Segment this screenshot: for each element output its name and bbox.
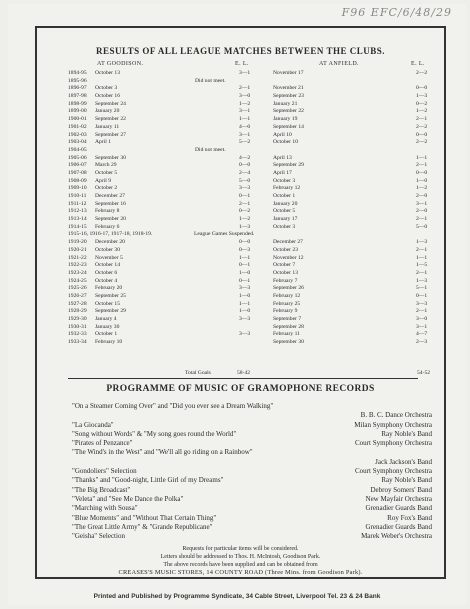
season: 1921-22 [68,254,87,261]
season: 1894-95 [68,70,87,76]
anfield-score: 2—1 [416,116,428,123]
archive-reference: F96 EFC/6/48/29 [341,6,452,19]
anfield-score: 3—3 [416,300,428,307]
goodison-date: February 6 [95,223,120,230]
result-row [68,285,448,293]
record-performer: Ray Noble's Band [381,476,432,485]
season: 1905-06 [68,154,87,161]
season: 1906-07 [68,162,87,169]
result-row [68,301,448,309]
goodison-date: September 24 [95,100,126,107]
result-row [68,124,448,132]
record-title: "Marching with Sousa" [72,504,138,513]
anfield-score: 2—2 [416,139,428,146]
result-row [68,108,448,116]
season: 1914-15 [68,223,87,230]
goodison-date: April 9 [95,177,112,184]
content-frame [35,26,446,579]
note-supplied: The above records have been supplied and can be obtained from [163,561,318,568]
record-title: "Gondoliers" Selection [72,467,137,476]
anfield-date: September 23 [273,93,304,100]
season: 1907-08 [68,169,87,176]
goodison-score: 3—1 [239,108,251,115]
season: 1927-28 [68,300,87,307]
record-item [72,411,432,420]
result-row [68,239,448,247]
anfield-score: 1—2 [416,185,428,192]
record-title: "Song without Words" & "My song goes round the World" [72,429,237,438]
goodison-score: 1—0 [239,292,251,299]
result-row [68,247,448,255]
goodison-score: 1—0 [239,308,251,315]
header-goodison-el: E. L. [235,61,249,67]
anfield-date: January 19 [273,116,298,123]
goodison-score: 1—2 [239,100,251,107]
goodison-score: 1—1 [239,300,251,307]
anfield-date: April 17 [273,169,292,176]
record-item [72,421,432,430]
result-row [68,155,448,163]
result-row [68,70,448,78]
goodison-date: September 16 [95,200,126,207]
record-performer: Grenadier Guards Band [365,504,432,513]
anfield-date: February 11 [273,331,300,338]
goodison-date: November 5 [95,254,123,261]
result-row [68,208,448,216]
season: 1922-23 [68,262,87,269]
season: 1895-96 [68,77,87,84]
season: 1924-25 [68,277,87,284]
result-row [68,331,448,339]
result-row [68,324,448,332]
result-row [68,147,448,155]
goodison-date: October 4 [95,277,118,284]
result-row [68,116,448,124]
anfield-score: 2—0 [416,208,428,215]
result-row [68,78,448,86]
season: 1899-00 [68,108,87,115]
anfield-score: 2—3 [416,339,428,346]
note-letters: Letters should be addressed to Thos. H. McIntosh, Goodison Park. [160,553,321,560]
programme-page [8,4,466,605]
season: 1913-14 [68,216,87,223]
anfield-date: September 28 [273,323,304,330]
goodison-date: September 29 [95,308,126,315]
anfield-score: 0—1 [416,292,428,299]
goodison-date: December 27 [95,193,125,199]
goodison-date: February 10 [95,339,123,346]
anfield-score: 1—2 [416,108,428,115]
goodison-date: October 1 [95,331,118,338]
result-row [68,101,448,109]
goodison-date: October 13 [95,70,121,76]
record-item [72,514,432,523]
goodison-date: March 29 [95,162,117,169]
goodison-score: 1—3 [239,223,251,230]
anfield-date: November 17 [273,70,304,76]
anfield-date: November 12 [273,254,304,261]
record-item [72,523,432,532]
anfield-date: September 26 [273,285,304,292]
record-item [72,476,432,485]
result-row [68,308,448,316]
anfield-date: January 17 [273,216,298,223]
anfield-score: 5—0 [416,223,428,230]
anfield-score: 2—2 [416,70,428,76]
anfield-score: 1—1 [416,254,428,261]
season: 1908-09 [68,177,87,184]
season: 1930-31 [68,323,87,330]
goodison-date: January 20 [95,108,120,115]
section-divider [68,378,418,379]
result-row [68,262,448,270]
record-performer: B. B. C. Dance Orchestra [360,411,432,420]
anfield-date: October 10 [273,139,299,146]
goodison-date: September 20 [95,216,126,223]
goodison-score: 0—2 [239,208,251,215]
anfield-score: 3—1 [416,200,428,207]
record-title: "Pirates of Penzance" [72,439,133,448]
season: 1900-01 [68,116,87,123]
goodison-score: 1—2 [239,216,251,223]
anfield-score: 1—3 [416,239,428,246]
record-performer: Roy Fox's Band [387,513,432,522]
anfield-date: October 1 [273,193,296,199]
goodison-date: October 15 [95,300,121,307]
season: 1929-30 [68,316,87,322]
goodison-date: October 3 [95,85,118,92]
record-performer: Marek Weber's Orchestra [361,532,432,541]
anfield-date: September 30 [273,339,304,346]
anfield-score: 0—2 [416,100,428,107]
goodison-score: 0—0 [239,239,251,246]
result-row [68,270,448,278]
suspended-note: League Games Suspended. [194,231,255,238]
season: 1901-02 [68,123,87,130]
goodison-date: December 20 [95,239,125,246]
goodison-score: 3—3 [239,331,251,338]
goodison-score: 3—3 [239,316,251,322]
goodison-date: September 27 [95,131,126,138]
result-row [68,170,448,178]
season: 1920-21 [68,246,87,253]
season: 1902-03 [68,131,87,138]
did-not-meet-note: Did not meet. [195,146,226,153]
record-item [72,448,432,457]
goodison-date: January 11 [95,123,120,130]
goodison-date: February 20 [95,285,123,292]
totals-label: Total Goals [185,370,211,376]
goodison-score: 4—2 [239,154,251,161]
anfield-date: September 14 [273,123,304,130]
result-row [68,93,448,101]
goodison-date: October 16 [95,93,121,100]
record-performer: Jack Jackson's Band [375,457,432,466]
anfield-score: 3—1 [416,323,428,330]
goodison-score: 0—1 [239,277,251,284]
record-performer: Debroy Somers' Band [370,485,432,494]
goodison-score: 0—0 [239,162,251,169]
season: 1897-98 [68,93,87,100]
record-performer: New Mayfair Orchestra [365,494,432,503]
season: 1911-12 [68,200,87,207]
anfield-score: 1—5 [416,262,428,269]
record-title: "La Giocanda" [72,420,114,429]
result-row [68,85,448,93]
goodison-score: 3—1 [239,70,251,76]
note-store: CREASES'S MUSIC STORES, 14 COUNTY ROAD (Three Mins. from Goodison Park). [118,569,363,577]
record-item [72,430,432,439]
goodison-date: January 30 [95,323,120,330]
goodison-date: October 5 [95,169,118,176]
goodison-date: September 22 [95,116,126,123]
goodison-score: 0—3 [239,246,251,253]
goodison-score: 1—1 [239,116,251,123]
anfield-date: January 20 [273,200,298,207]
anfield-date: April 10 [273,131,292,138]
anfield-date: February 7 [273,277,298,284]
anfield-date: September 7 [273,316,302,322]
goodison-score: 3—0 [239,93,251,100]
anfield-score: 5—1 [416,285,428,292]
record-title: "Blue Moments" and "Without That Certain Thing" [72,513,217,522]
record-item [72,495,432,504]
result-row [68,162,448,170]
season: 1933-34 [68,339,87,346]
record-item [72,467,432,476]
anfield-date: February 9 [273,308,298,315]
anfield-score: 2—1 [416,216,428,223]
goodison-date: October 6 [95,269,118,276]
goodison-date: September 25 [95,292,126,299]
results-title: RESULTS OF ALL LEAGUE MATCHES BETWEEN THE CLUBS. [95,46,386,56]
record-performer: Court Symphony Orchestra [355,439,432,448]
record-item [72,402,432,411]
goodison-score: 0—1 [239,262,251,269]
anfield-score: 3—0 [416,316,428,322]
programme-title: PROGRAMME OF MUSIC OF GRAMOPHONE RECORDS [106,384,375,394]
goodison-date: September 30 [95,154,126,161]
anfield-score: 0—0 [416,85,428,92]
result-row [68,193,448,201]
anfield-date: October 3 [273,177,296,184]
result-row [68,132,448,140]
anfield-score: 4—7 [416,331,428,338]
season: 1928-29 [68,308,87,315]
record-performer: Ray Noble's Band [381,429,432,438]
anfield-date: October 13 [273,269,299,276]
goodison-score: 3—3 [239,185,251,192]
totals-anfield: 54-52 [417,370,431,376]
result-row [68,178,448,186]
result-row [68,278,448,286]
result-row [68,185,448,193]
anfield-date: February 25 [273,300,301,307]
goodison-date: October 30 [95,246,121,253]
anfield-score: 2—1 [416,246,428,253]
records-list [72,402,432,541]
result-row [68,224,448,232]
record-item [72,486,432,495]
anfield-date: October 5 [273,208,296,215]
header-anfield: AT ANFIELD. [319,61,359,67]
header-anfield-el: E. L. [411,61,425,67]
record-performer: Court Symphony Orchestra [355,467,432,476]
goodison-score: 2—4 [239,169,251,176]
anfield-date: February 12 [273,185,301,192]
anfield-score: 2—0 [416,193,428,199]
season: 1926-27 [68,292,87,299]
goodison-score: 2—1 [239,85,251,92]
record-title: "Veleta" and "See Me Dance the Polka" [72,494,184,503]
anfield-date: September 29 [273,162,304,169]
record-title: "Geisha" Selection [72,532,125,541]
printer-footer: Printed and Published by Programme Syndicate, 34 Cable Street, Liverpool Tel. 23 & 24 Bank [93,593,381,600]
season: 1912-13 [68,208,87,215]
goodison-score: 5—2 [239,139,251,146]
goodison-date: October 2 [95,185,118,192]
result-row [68,255,448,263]
anfield-date: October 23 [273,246,299,253]
season: 1896-97 [68,85,87,92]
anfield-score: 1—0 [416,177,428,184]
goodison-score: 2—1 [239,200,251,207]
anfield-date: October 7 [273,262,296,269]
goodison-score: 5—0 [239,177,251,184]
goodison-score: 3—3 [239,285,251,292]
programme-notes [37,546,444,577]
record-item [72,458,432,467]
result-row [68,231,448,239]
season: 1925-26 [68,285,87,292]
result-row [68,316,448,324]
season: 1932-33 [68,331,87,338]
result-row [68,216,448,224]
anfield-score: 0—0 [416,131,428,138]
record-title: "Thanks" and "Good-night, Little Girl of my Dreams" [72,476,224,485]
anfield-score: 2—2 [416,123,428,130]
anfield-score: 1—3 [416,93,428,100]
record-item [72,504,432,513]
goodison-date: February 8 [95,208,120,215]
anfield-score: 2—1 [416,308,428,315]
anfield-date: February 12 [273,292,301,299]
season: 1919-20 [68,239,87,246]
record-title: "The Great Little Army" & "Grande Republicane" [72,522,213,531]
goodison-date: January 4 [95,316,117,322]
anfield-score: 0—0 [416,169,428,176]
result-row [68,139,448,147]
totals-goodison: 58-42 [237,370,251,376]
record-performer: Grenadier Guards Band [365,522,432,531]
record-item [72,532,432,541]
results-table [68,70,448,347]
season: 1923-24 [68,269,87,276]
note-requests: Requests for particular items will be considered. [182,546,299,552]
header-goodison: AT GOODISON. [97,61,144,67]
anfield-date: September 22 [273,108,304,115]
anfield-date: October 3 [273,223,296,230]
anfield-date: January 21 [273,100,298,107]
season: 1898-99 [68,100,87,107]
record-title: "The Wind's in the West" and "We'll all go riding on a Rainbow" [72,448,253,457]
season: 1910-11 [68,193,87,199]
goodison-score: 1—0 [239,269,251,276]
result-row [68,339,448,347]
result-row [68,293,448,301]
season: 1915-16, 1916-17, 1917-18, 1918-19. [68,231,153,238]
anfield-score: 1—3 [416,277,428,284]
anfield-date: November 21 [273,85,304,92]
goodison-score: 4—0 [239,123,251,130]
goodison-score: 3—1 [239,131,251,138]
record-title: "On a Steamer Coming Over" and "Did you ever see a Dream Walking" [72,402,274,410]
season: 1903-04 [68,139,87,146]
goodison-date: October 14 [95,262,121,269]
did-not-meet-note: Did not meet. [195,77,226,84]
anfield-score: 2—1 [416,269,428,276]
goodison-score: 1—1 [239,254,251,261]
season: 1909-10 [68,185,87,192]
anfield-date: December 27 [273,239,303,246]
result-row [68,201,448,209]
record-performer: Milan Symphony Orchestra [354,420,432,429]
anfield-date: April 13 [273,154,292,161]
record-title: "The Big Broadcast" [72,485,131,494]
goodison-date: April 1 [95,139,112,146]
season: 1904-05 [68,146,87,153]
anfield-score: 2—1 [416,162,428,169]
record-item [72,439,432,448]
goodison-score: 0—1 [239,193,251,199]
anfield-score: 1—1 [416,154,428,161]
